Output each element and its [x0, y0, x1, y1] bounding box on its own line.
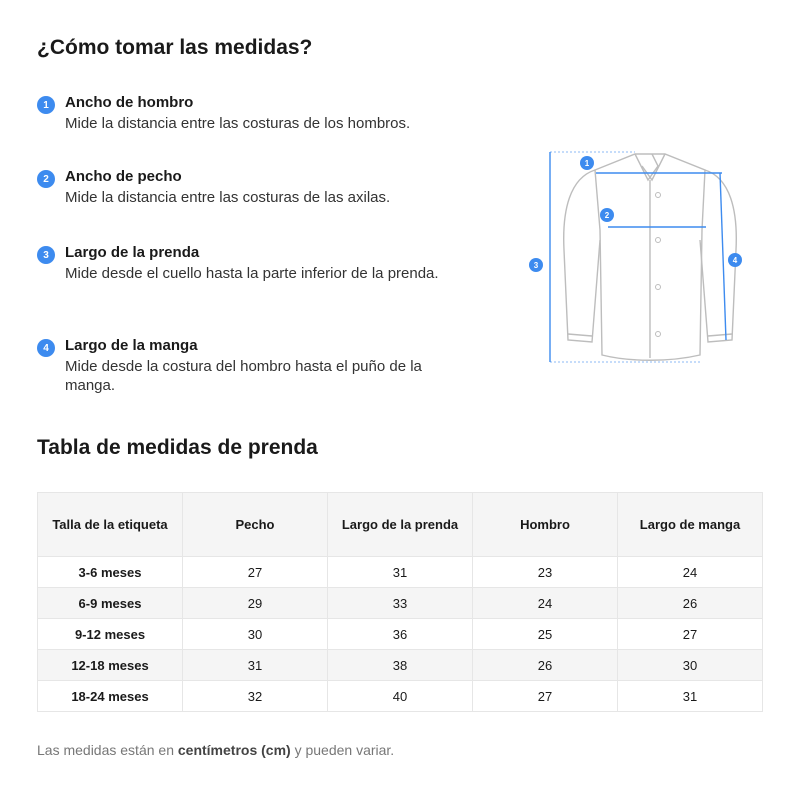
table-row: [38, 588, 763, 619]
step-number-badge: 3: [37, 246, 55, 264]
column-header: Hombro: [473, 493, 618, 557]
step-description: Mide desde la costura del hombro hasta el puño de la manga.: [65, 358, 422, 394]
footnote-prefix: Las medidas están en: [37, 742, 178, 758]
table-header-row: [38, 493, 763, 557]
table-cell: 31: [183, 650, 328, 681]
size-table: [37, 492, 763, 712]
table-cell: 31: [618, 681, 763, 712]
diagram-marker-4: 4: [732, 256, 738, 265]
size-table-title: Tabla de medidas de prenda: [37, 436, 318, 459]
diagram-marker-3: 3: [533, 261, 539, 270]
step-number-badge: 2: [37, 170, 55, 188]
table-row: [38, 650, 763, 681]
table-cell: 27: [183, 557, 328, 588]
size-label-cell: 3-6 meses: [38, 557, 183, 588]
table-cell: 27: [473, 681, 618, 712]
table-row: [38, 619, 763, 650]
units-footnote: [37, 742, 394, 758]
table-cell: 30: [183, 619, 328, 650]
shirt-measurement-diagram-icon: [520, 140, 760, 370]
howto-title: ¿Cómo tomar las medidas?: [37, 36, 313, 59]
step-title: Ancho de pecho: [65, 168, 182, 185]
table-cell: 32: [183, 681, 328, 712]
diagram-marker-1: 1: [584, 159, 590, 168]
table-row: [38, 681, 763, 712]
size-label-cell: 18-24 meses: [38, 681, 183, 712]
step-description: Mide la distancia entre las costuras de los hombros.: [65, 115, 411, 132]
table-cell: 26: [618, 588, 763, 619]
step-title: Largo de la prenda: [65, 244, 200, 261]
step-title: Ancho de hombro: [65, 94, 194, 111]
table-cell: 36: [328, 619, 473, 650]
table-cell: 24: [473, 588, 618, 619]
column-header: Talla de la etiqueta: [38, 493, 183, 557]
table-cell: 23: [473, 557, 618, 588]
size-label-cell: 6-9 meses: [38, 588, 183, 619]
table-cell: 25: [473, 619, 618, 650]
table-cell: 27: [618, 619, 763, 650]
column-header: Largo de la prenda: [328, 493, 473, 557]
table-cell: 26: [473, 650, 618, 681]
step-number-badge: 4: [37, 339, 55, 357]
size-label-cell: 9-12 meses: [38, 619, 183, 650]
footnote-unit: centímetros (cm): [177, 742, 291, 758]
step-number-badge: 1: [37, 96, 55, 114]
column-header: Largo de manga: [618, 493, 763, 557]
table-cell: 40: [328, 681, 473, 712]
table-cell: 29: [183, 588, 328, 619]
footnote-suffix: y pueden variar.: [290, 742, 395, 758]
table-row: [38, 557, 763, 588]
table-cell: 38: [328, 650, 473, 681]
step-description: Mide desde el cuello hasta la parte inferior de la prenda.: [65, 265, 439, 282]
column-header: Pecho: [183, 493, 328, 557]
diagram-marker-2: 2: [604, 211, 610, 220]
step-description: Mide la distancia entre las costuras de las axilas.: [65, 189, 391, 206]
step-title: Largo de la manga: [65, 337, 198, 354]
table-cell: 30: [618, 650, 763, 681]
table-cell: 24: [618, 557, 763, 588]
table-cell: 33: [328, 588, 473, 619]
size-label-cell: 12-18 meses: [38, 650, 183, 681]
table-cell: 31: [328, 557, 473, 588]
